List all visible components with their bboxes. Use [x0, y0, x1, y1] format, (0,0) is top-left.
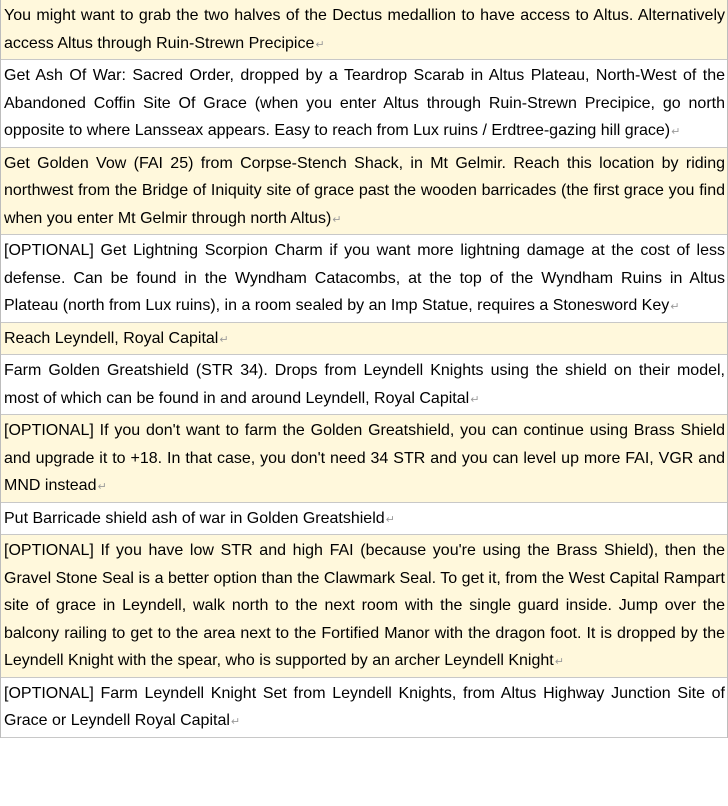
paragraph-mark-icon: ↵: [97, 481, 107, 493]
guide-step-5: [1, 323, 727, 356]
paragraph-mark-icon: ↵: [470, 393, 480, 406]
step-text: [OPTIONAL] If you don't want to farm the Golden Greatshield, you can continue using Brass Shield and upgrade it to +18. In that case, you don't need 34 STR and you can level up more FAI, VGR and MND instead: [4, 422, 725, 494]
paragraph-mark-icon: ↵: [230, 716, 241, 728]
step-text: [OPTIONAL] Get Lightning Scorpion Charm if you want more lightning damage at the cost of less defense. Can be found in the Wyndham Catacombs, at the top of the Wyndham Ruins in Altus Plateau (north from Lux ruins), in a room sealed by an Imp Statue, requires a Stonesword Key: [4, 242, 725, 314]
guide-step-3: [1, 148, 727, 236]
guide-step-6: [1, 355, 727, 415]
step-text: You might want to grab the two halves of the Dectus medallion to have access to Altus. Alternatively access Altus through Ruin-Strewn Precipice: [4, 7, 725, 52]
step-text: Reach Leyndell, Royal Capital: [4, 329, 219, 347]
step-text: [OPTIONAL] If you have low STR and high FAI (because you're using the Brass Shield), then the Gravel Stone Seal is a better option than the Clawmark Seal. To get it, from the West Capital Rampart site of grace in Leyndell, walk north to the next room with the single guard inside. Jump over the balcony railing to get to the area next to the Fortified Manor with the dragon foot. It is dropped by the Leyndell Knight with the spear, who is supported by an archer Leyndell Knight: [4, 542, 725, 669]
paragraph-mark-icon: ↵: [670, 301, 680, 313]
paragraph-mark-icon: ↵: [332, 213, 342, 226]
step-text: Farm Golden Greatshield (STR 34). Drops from Leyndell Knights using the shield on their model, most of which can be found in and around Leyndell, Royal Capital: [4, 362, 725, 407]
paragraph-mark-icon: ↵: [315, 38, 325, 51]
guide-step-4: [1, 235, 727, 323]
guide-step-7: [1, 415, 727, 503]
paragraph-mark-icon: ↵: [554, 656, 564, 668]
guide-step-9: [1, 535, 727, 678]
step-text: Get Golden Vow (FAI 25) from Corpse-Stench Shack, in Mt Gelmir. Reach this location by riding northwest from the Bridge of Iniquity site of grace past the wooden barricades (the first grace you find when you enter Mt Gelmir through north Altus): [4, 154, 725, 227]
step-text: [OPTIONAL] Farm Leyndell Knight Set from Leyndell Knights, from Altus Highway Junction Site of Grace or Leyndell Royal Capital: [4, 684, 725, 729]
guide-step-8: [1, 503, 727, 536]
paragraph-mark-icon: ↵: [219, 333, 229, 346]
step-text: Put Barricade shield ash of war in Golden Greatshield: [4, 509, 385, 527]
step-text: Get Ash Of War: Sacred Order, dropped by a Teardrop Scarab in Altus Plateau, North-West of the Abandoned Coffin Site Of Grace (when you enter Altus through Ruin-Strewn Precipice, go north opposite to where Lansseax appears. Easy to reach from Lux ruins / Erdtree-gazing hill grace): [4, 67, 725, 139]
guide-step-10: [1, 678, 727, 738]
paragraph-mark-icon: ↵: [385, 513, 395, 526]
guide-step-1: [1, 0, 727, 60]
guide-step-2: [1, 60, 727, 148]
paragraph-mark-icon: ↵: [671, 126, 681, 138]
